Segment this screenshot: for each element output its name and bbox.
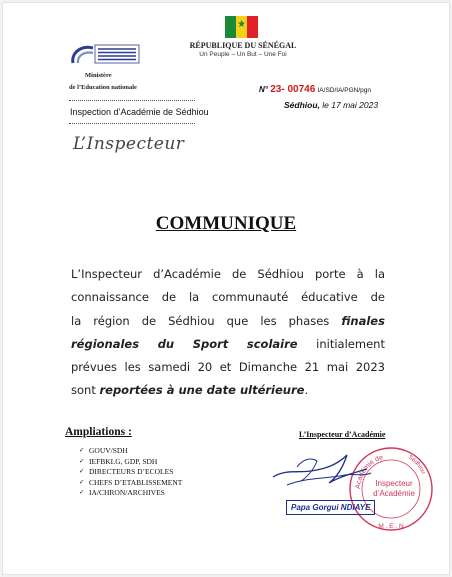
ampliation-item: ✓ IEFBKLG, GDP, SDH [79, 457, 182, 468]
republic-name: RÉPUBLIQUE DU SÉNÉGAL [189, 41, 297, 50]
body-line: régionales du Sport scolaire initialement [71, 336, 385, 351]
ministry-label: Ministère [85, 72, 112, 79]
svg-text:Académie de: Académie de [354, 454, 385, 490]
body-line: L’Inspecteur d’Académie de Sédhiou porte à la [71, 267, 385, 281]
body-line: connaissance de la communauté éducative de [71, 290, 385, 305]
star-icon: ★ [237, 19, 246, 30]
dotted-divider [69, 100, 195, 101]
ampliation-item: ✓ CHEFS D’ETABLISSEMENT [79, 478, 182, 489]
ampliation-item: ✓ GOUV/SDH [79, 446, 182, 457]
ministry-name: de l’Education nationale [69, 84, 137, 91]
ref-number: 23- 00746 [270, 84, 316, 95]
national-motto: Un Peuple – Un But – Une Foi [199, 51, 287, 58]
svg-text:Inspecteur: Inspecteur [375, 479, 413, 488]
document-date: Sédhiou, le 17 mai 2023 [284, 100, 379, 110]
body-line: sont reportées à une date ultérieure . [71, 383, 309, 398]
document-title: COMMUNIQUE [155, 213, 297, 234]
signatory-name: Papa Gorgui NDIAYE [286, 500, 375, 515]
body-line: la région de Sédhiou que les phases finales [71, 313, 385, 328]
ampliation-item: ✓ IA/CHRON/ARCHIVES [79, 488, 182, 499]
ref-code: IA/SD/IA/PGN/pgn [317, 87, 371, 94]
communique-body [71, 263, 385, 403]
ampliation-item: ✓ DIRECTEURS D’ECOLES [79, 467, 182, 478]
document-page [2, 2, 450, 575]
dotted-divider [69, 123, 195, 124]
svg-text:d’Académie: d’Académie [373, 489, 415, 498]
svg-text:M . E . N: M . E . N [378, 523, 404, 530]
svg-text:Sédhiou: Sédhiou [406, 454, 427, 476]
ministry-logo-icon [67, 43, 141, 65]
body-line: prévues les samedi 20 et Dimanche 21 mai 2023 [71, 360, 385, 375]
inspecteur-heading: L’Inspecteur [73, 134, 185, 154]
reference-number: N° 23- 00746 IA/SD/IA/PGN/pgn [259, 84, 371, 95]
senegal-flag [225, 16, 258, 38]
handwritten-signature [267, 447, 377, 497]
ampliations-title: Ampliations : [65, 426, 132, 438]
signatory-title: L’Inspecteur d’Académie [299, 430, 386, 439]
ampliations-list [79, 446, 182, 499]
inspection-name: Inspection d’Académie de Sédhiou [70, 107, 209, 117]
